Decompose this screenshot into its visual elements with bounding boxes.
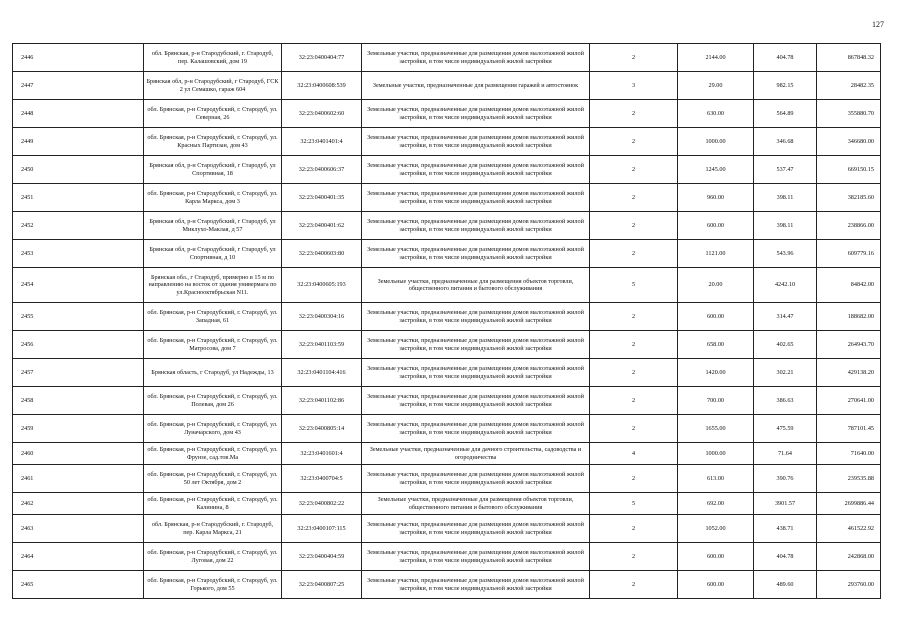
rate-cell: 71.64 xyxy=(754,443,817,465)
address-cell: обл. Брянская, р-н Стародубский, г. Стародуб, пер. Карла Маркса, 21 xyxy=(144,515,282,543)
cadastral-value-cell: 188682.00 xyxy=(817,303,881,331)
table-row xyxy=(13,303,881,331)
group-cell: 2 xyxy=(590,240,678,268)
address-cell: обл. Брянская, р-н Стародубский, г. Стародуб, ул. Западная, 61 xyxy=(144,303,282,331)
row-number-cell: 2461 xyxy=(13,465,144,493)
cadastral-value-cell: 867848.32 xyxy=(817,44,881,72)
table-row xyxy=(13,415,881,443)
cadastral-value-cell: 270641.00 xyxy=(817,387,881,415)
group-cell: 2 xyxy=(590,212,678,240)
land-use-cell: Земельные участки, предназначенные для размещения гаражей и автостоянок xyxy=(362,72,590,100)
row-number-cell: 2464 xyxy=(13,543,144,571)
land-use-cell: Земельные участки, предназначенные для размещения домов малоэтажной жилой застройки, в том числе индивидуальной жилой застройки xyxy=(362,465,590,493)
rate-cell: 404.78 xyxy=(754,543,817,571)
cadastral-number-cell: 32:23:0400807:25 xyxy=(282,571,362,599)
row-number-cell: 2454 xyxy=(13,268,144,303)
row-number-cell: 2455 xyxy=(13,303,144,331)
table-row xyxy=(13,387,881,415)
area-cell: 29.00 xyxy=(678,72,754,100)
group-cell: 2 xyxy=(590,415,678,443)
land-use-cell: Земельные участки, предназначенные для размещения домов малоэтажной жилой застройки, в том числе индивидуальной жилой застройки xyxy=(362,212,590,240)
row-number-cell: 2456 xyxy=(13,331,144,359)
area-cell: 613.00 xyxy=(678,465,754,493)
address-cell: обл. Брянская, р-н Стародубский, г. Стародуб, ул. 50 лет Октября, дом 2 xyxy=(144,465,282,493)
group-cell: 2 xyxy=(590,331,678,359)
group-cell: 2 xyxy=(590,359,678,387)
row-number-cell: 2448 xyxy=(13,100,144,128)
group-cell: 2 xyxy=(590,571,678,599)
address-cell: Брянская область, г Стародуб, ул Надежды, 13 xyxy=(144,359,282,387)
row-number-cell: 2450 xyxy=(13,156,144,184)
land-use-cell: Земельные участки, предназначенные для размещения домов малоэтажной жилой застройки, в том числе индивидуальной жилой застройки xyxy=(362,184,590,212)
cadastral-value-cell: 787101.45 xyxy=(817,415,881,443)
group-cell: 2 xyxy=(590,465,678,493)
land-use-cell: Земельные участки, предназначенные для размещения домов малоэтажной жилой застройки, в том числе индивидуальной жилой застройки xyxy=(362,156,590,184)
cadastral-value-cell: 609779.16 xyxy=(817,240,881,268)
land-use-cell: Земельные участки, предназначенные для размещения домов малоэтажной жилой застройки, в том числе индивидуальной жилой застройки xyxy=(362,303,590,331)
area-cell: 692.00 xyxy=(678,493,754,515)
cadastral-number-cell: 32:23:0400602:60 xyxy=(282,100,362,128)
row-number-cell: 2451 xyxy=(13,184,144,212)
row-number-cell: 2460 xyxy=(13,443,144,465)
table-row xyxy=(13,543,881,571)
land-use-cell: Земельные участки, предназначенные для размещения объектов торговли, общественного питания и бытового обслуживания xyxy=(362,493,590,515)
area-cell: 1000.00 xyxy=(678,128,754,156)
address-cell: Брянская обл, р-н Стародубский, г Стародуб, ул Миклухо-Маклая, д 57 xyxy=(144,212,282,240)
group-cell: 2 xyxy=(590,128,678,156)
address-cell: обл. Брянская, р-н Стародубский, г. Стародуб, ул. Горького, дом 55 xyxy=(144,571,282,599)
cadastral-value-cell: 84842.00 xyxy=(817,268,881,303)
row-number-cell: 2465 xyxy=(13,571,144,599)
cadastral-number-cell: 32:23:0401401:4 xyxy=(282,128,362,156)
land-use-cell: Земельные участки, предназначенные для размещения домов малоэтажной жилой застройки, в том числе индивидуальной жилой застройки xyxy=(362,359,590,387)
cadastral-value-cell: 346680.00 xyxy=(817,128,881,156)
area-cell: 630.00 xyxy=(678,100,754,128)
land-use-cell: Земельные участки, предназначенные для размещения домов малоэтажной жилой застройки, в том числе индивидуальной жилой застройки xyxy=(362,128,590,156)
land-use-cell: Земельные участки, предназначенные для размещения домов малоэтажной жилой застройки, в том числе индивидуальной жилой застройки xyxy=(362,331,590,359)
area-cell: 600.00 xyxy=(678,303,754,331)
table-row xyxy=(13,359,881,387)
cadastral-number-cell: 32:23:0400704:5 xyxy=(282,465,362,493)
group-cell: 2 xyxy=(590,515,678,543)
area-cell: 1420.00 xyxy=(678,359,754,387)
area-cell: 600.00 xyxy=(678,571,754,599)
cadastral-value-cell: 2699886.44 xyxy=(817,493,881,515)
address-cell: Брянская обл., г Стародуб, примерно в 15 м по направлению на восток от здания универмага по ул.Краснооктябрьская N11. xyxy=(144,268,282,303)
cadastral-value-cell: 461522.92 xyxy=(817,515,881,543)
address-cell: обл. Брянская, р-н Стародубский, г. Стародуб, ул. Карла Маркса, дом 3 xyxy=(144,184,282,212)
area-cell: 960.00 xyxy=(678,184,754,212)
rate-cell: 314.47 xyxy=(754,303,817,331)
table-row xyxy=(13,156,881,184)
row-number-cell: 2446 xyxy=(13,44,144,72)
area-cell: 1245.00 xyxy=(678,156,754,184)
cadastral-number-cell: 32:23:0400606:37 xyxy=(282,156,362,184)
cadastral-value-cell: 239535.88 xyxy=(817,465,881,493)
rate-cell: 390.76 xyxy=(754,465,817,493)
rate-cell: 537.47 xyxy=(754,156,817,184)
row-number-cell: 2459 xyxy=(13,415,144,443)
cadastral-number-cell: 32:23:0400404:59 xyxy=(282,543,362,571)
group-cell: 2 xyxy=(590,303,678,331)
land-use-cell: Земельные участки, предназначенные для дачного строительства, садоводства и огородничества xyxy=(362,443,590,465)
rate-cell: 398.11 xyxy=(754,212,817,240)
cadastral-number-cell: 32:23:0401103:59 xyxy=(282,331,362,359)
row-number-cell: 2458 xyxy=(13,387,144,415)
area-cell: 1052.00 xyxy=(678,515,754,543)
cadastral-number-cell: 32:23:0400401:62 xyxy=(282,212,362,240)
group-cell: 2 xyxy=(590,156,678,184)
cadastral-number-cell: 32:23:0401601:4 xyxy=(282,443,362,465)
cadastral-number-cell: 32:23:0401104:416 xyxy=(282,359,362,387)
table-row xyxy=(13,212,881,240)
cadastral-value-cell: 355880.70 xyxy=(817,100,881,128)
table-row xyxy=(13,72,881,100)
land-use-cell: Земельные участки, предназначенные для размещения домов малоэтажной жилой застройки, в том числе индивидуальной жилой застройки xyxy=(362,571,590,599)
rate-cell: 404.78 xyxy=(754,44,817,72)
rate-cell: 982.15 xyxy=(754,72,817,100)
address-cell: обл. Брянская, р-н Стародубский, г. Стародуб, ул. Луначарского, дом 43 xyxy=(144,415,282,443)
address-cell: Брянская обл, р-н Стародубский, г Стародуб, ул Спортивная, д 10 xyxy=(144,240,282,268)
row-number-cell: 2463 xyxy=(13,515,144,543)
cadastral-value-cell: 242868.00 xyxy=(817,543,881,571)
area-cell: 1000.00 xyxy=(678,443,754,465)
cadastral-value-cell: 669150.15 xyxy=(817,156,881,184)
cadastral-value-cell: 429138.20 xyxy=(817,359,881,387)
cadastral-number-cell: 32:23:0400404:77 xyxy=(282,44,362,72)
rate-cell: 564.89 xyxy=(754,100,817,128)
table-row xyxy=(13,100,881,128)
rate-cell: 346.68 xyxy=(754,128,817,156)
land-use-cell: Земельные участки, предназначенные для размещения домов малоэтажной жилой застройки, в том числе индивидуальной жилой застройки xyxy=(362,240,590,268)
address-cell: обл. Брянская, р-н Стародубский, г. Стародуб, ул. Фрунзе, сад.тов.Ма xyxy=(144,443,282,465)
address-cell: обл. Брянская, р-н Стародубский, г. Стародуб, пер. Калашовский, дом 19 xyxy=(144,44,282,72)
address-cell: обл. Брянская, р-н Стародубский, г. Стародуб, ул. Луговая, дом 22 xyxy=(144,543,282,571)
land-use-cell: Земельные участки, предназначенные для размещения домов малоэтажной жилой застройки, в том числе индивидуальной жилой застройки xyxy=(362,415,590,443)
rate-cell: 402.65 xyxy=(754,331,817,359)
area-cell: 2144.00 xyxy=(678,44,754,72)
rate-cell: 3901.57 xyxy=(754,493,817,515)
table-row xyxy=(13,465,881,493)
table-row xyxy=(13,443,881,465)
group-cell: 5 xyxy=(590,493,678,515)
land-use-cell: Земельные участки, предназначенные для размещения домов малоэтажной жилой застройки, в том числе индивидуальной жилой застройки xyxy=(362,100,590,128)
rate-cell: 489.60 xyxy=(754,571,817,599)
area-cell: 700.00 xyxy=(678,387,754,415)
cadastral-number-cell: 32:23:0400802:22 xyxy=(282,493,362,515)
cadastral-number-cell: 32:23:0400401:35 xyxy=(282,184,362,212)
address-cell: обл. Брянская, р-н Стародубский, г. Стародуб, ул. Северная, 26 xyxy=(144,100,282,128)
page-number: 127 xyxy=(872,20,884,29)
area-cell: 658.00 xyxy=(678,331,754,359)
table-row xyxy=(13,331,881,359)
group-cell: 4 xyxy=(590,443,678,465)
land-use-cell: Земельные участки, предназначенные для размещения домов малоэтажной жилой застройки, в том числе индивидуальной жилой застройки xyxy=(362,387,590,415)
group-cell: 5 xyxy=(590,268,678,303)
cadastral-number-cell: 32:23:0400805:14 xyxy=(282,415,362,443)
row-number-cell: 2452 xyxy=(13,212,144,240)
table-row xyxy=(13,184,881,212)
area-cell: 1655.00 xyxy=(678,415,754,443)
address-cell: обл. Брянская, р-н Стародубский, г. Стародуб, ул. Красных Партизан, дом 43 xyxy=(144,128,282,156)
group-cell: 2 xyxy=(590,100,678,128)
table-row xyxy=(13,44,881,72)
address-cell: Брянская обл, р-н Стародубский, г Стародуб, ул Спортивная, 18 xyxy=(144,156,282,184)
cadastral-value-cell: 293760.00 xyxy=(817,571,881,599)
area-cell: 1121.00 xyxy=(678,240,754,268)
cadastral-number-cell: 32:23:0400605:193 xyxy=(282,268,362,303)
address-cell: обл. Брянская, р-н Стародубский, г. Стародуб, ул. Полевая, дом 26 xyxy=(144,387,282,415)
land-use-cell: Земельные участки, предназначенные для размещения домов малоэтажной жилой застройки, в том числе индивидуальной жилой застройки xyxy=(362,44,590,72)
cadastral-value-cell: 71640.00 xyxy=(817,443,881,465)
cadastral-number-cell: 32:23:0400608:539 xyxy=(282,72,362,100)
address-cell: обл. Брянская, р-н Стародубский, г. Стародуб, ул. Матросова, дом 7 xyxy=(144,331,282,359)
cadastral-number-cell: 32:23:0400107:115 xyxy=(282,515,362,543)
rate-cell: 4242.10 xyxy=(754,268,817,303)
cadastral-number-cell: 32:23:0400304:16 xyxy=(282,303,362,331)
area-cell: 20.00 xyxy=(678,268,754,303)
group-cell: 2 xyxy=(590,387,678,415)
table-row xyxy=(13,268,881,303)
cadastral-table xyxy=(12,43,881,599)
rate-cell: 543.96 xyxy=(754,240,817,268)
table-row xyxy=(13,515,881,543)
row-number-cell: 2447 xyxy=(13,72,144,100)
group-cell: 3 xyxy=(590,72,678,100)
table-row xyxy=(13,240,881,268)
land-use-cell: Земельные участки, предназначенные для размещения объектов торговли, общественного питания и бытового обслуживания xyxy=(362,268,590,303)
land-use-cell: Земельные участки, предназначенные для размещения домов малоэтажной жилой застройки, в том числе индивидуальной жилой застройки xyxy=(362,543,590,571)
area-cell: 600.00 xyxy=(678,212,754,240)
row-number-cell: 2449 xyxy=(13,128,144,156)
rate-cell: 302.21 xyxy=(754,359,817,387)
table-row xyxy=(13,128,881,156)
group-cell: 2 xyxy=(590,44,678,72)
area-cell: 600.00 xyxy=(678,543,754,571)
rate-cell: 438.71 xyxy=(754,515,817,543)
cadastral-value-cell: 382185.60 xyxy=(817,184,881,212)
row-number-cell: 2453 xyxy=(13,240,144,268)
cadastral-number-cell: 32:23:0401102:86 xyxy=(282,387,362,415)
group-cell: 2 xyxy=(590,543,678,571)
rate-cell: 475.59 xyxy=(754,415,817,443)
group-cell: 2 xyxy=(590,184,678,212)
row-number-cell: 2462 xyxy=(13,493,144,515)
cadastral-value-cell: 28482.35 xyxy=(817,72,881,100)
cadastral-number-cell: 32:23:0400603:80 xyxy=(282,240,362,268)
address-cell: Брянская обл, р-н Стародубский, г Стародуб, ГСК 2 ул Семашко, гараж 604 xyxy=(144,72,282,100)
land-use-cell: Земельные участки, предназначенные для размещения домов малоэтажной жилой застройки, в том числе индивидуальной жилой застройки xyxy=(362,515,590,543)
cadastral-value-cell: 264943.70 xyxy=(817,331,881,359)
cadastral-value-cell: 238866.00 xyxy=(817,212,881,240)
rate-cell: 398.11 xyxy=(754,184,817,212)
table-row xyxy=(13,493,881,515)
address-cell: обл. Брянская, р-н Стародубский, г. Стародуб, ул. Калинина, 8 xyxy=(144,493,282,515)
rate-cell: 386.63 xyxy=(754,387,817,415)
row-number-cell: 2457 xyxy=(13,359,144,387)
table-row xyxy=(13,571,881,599)
